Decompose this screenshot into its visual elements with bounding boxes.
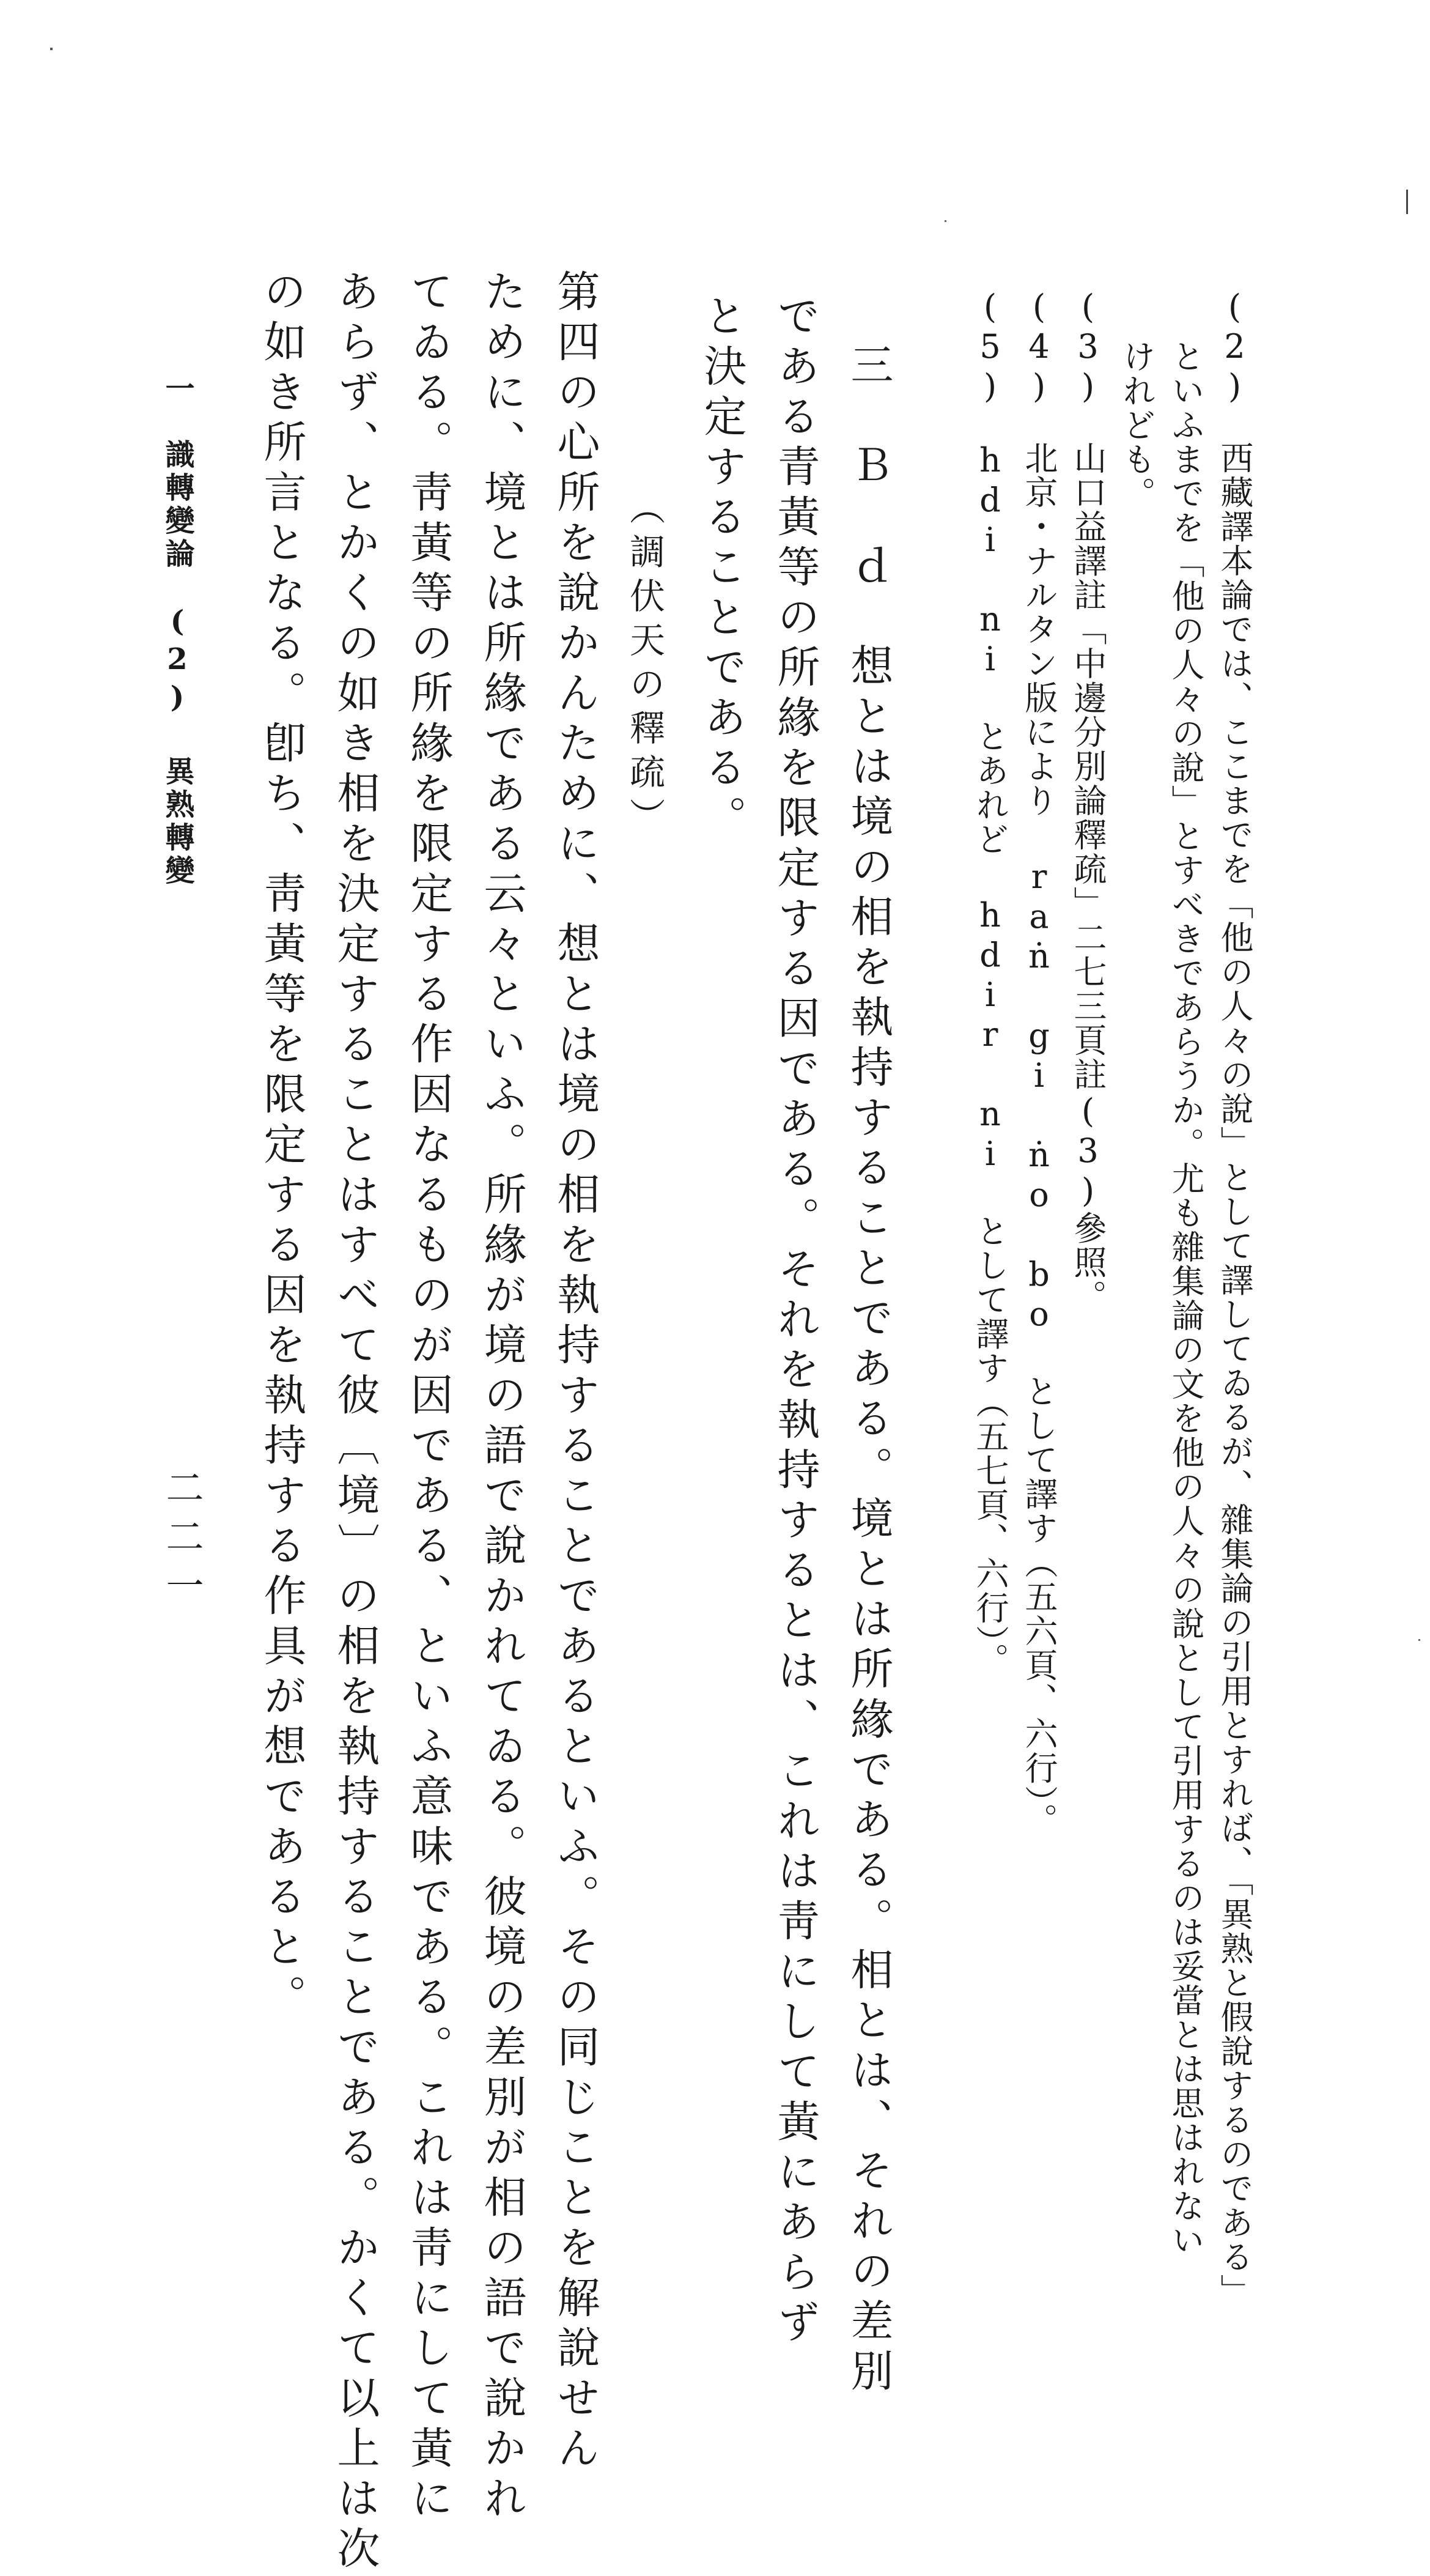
footnote-4: (4) 北京・ナルタン版により raṅ gi ṅo bo として譯す（五六頁、六行）。 (1020, 287, 1058, 1837)
footnote-2-line-2: といふまでを「他の人々の說」とすべきであらうか。尤も雜集論の文を他の人々の說として引用するのは妥當とは思はれない (1166, 339, 1205, 2257)
footnote-3: (3) 山口益譯註「中邊分別論釋疏」二七三頁註(3)參照。 (1069, 287, 1107, 1314)
scan-speck (1418, 1639, 1420, 1641)
running-head: 一 識轉變論 (2) 異熟轉變 (160, 373, 194, 888)
footnote-5: (5) hdi ni とあれど hdir ni として譯す（五七頁、六行）。 (971, 287, 1009, 1677)
commentary-line-3: てゐる。靑黃等の所緣を限定する作因なるものが因である、といふ意味である。これは靑にして黃に (404, 269, 454, 2526)
commentary-title: （調伏天の釋疏） (624, 489, 665, 842)
footnote-2-line-3: けれども。 (1118, 339, 1156, 511)
page-number: 二二一 (160, 1468, 204, 1615)
scan-speck (50, 48, 53, 50)
scan-speck (945, 220, 946, 222)
commentary-line-5: の如き所言となる。卽ち、靑黃等を限定する因を執持する作具が想であると。 (257, 269, 307, 2024)
scan-speck (1406, 190, 1408, 214)
commentary-line-4: あらず、とかくの如き相を決定することはすべて彼〔境〕の相を執持することである。かくて以上は次 (330, 269, 380, 2576)
section-line-1: 三 Ｂ ｄ 想とは境の相を執持することである。境とは所緣である。相とは、それの差別 (844, 342, 894, 2399)
commentary-line-2: ために、境とは所緣である云々といふ。所緣が境の語で說かれてゐる。彼境の差別が相の語で說かれ (477, 269, 527, 2526)
section-line-2: である青黃等の所緣を限定する因である。それを執持するとは、これは靑にして黃にあらず (770, 294, 820, 2350)
section-line-3: と決定することである。 (697, 294, 747, 845)
commentary-line-1: 第四の心所を說かんために、想とは境の相を執持することであるといふ。その同じことを解說せん (550, 269, 600, 2476)
footnote-2-line-1: (2) 西藏譯本論では、ここまでを「他の人々の說」として譯してゐるが、雜集論の引用とすれば、「異熟と假說するのである」 (1215, 287, 1254, 2308)
